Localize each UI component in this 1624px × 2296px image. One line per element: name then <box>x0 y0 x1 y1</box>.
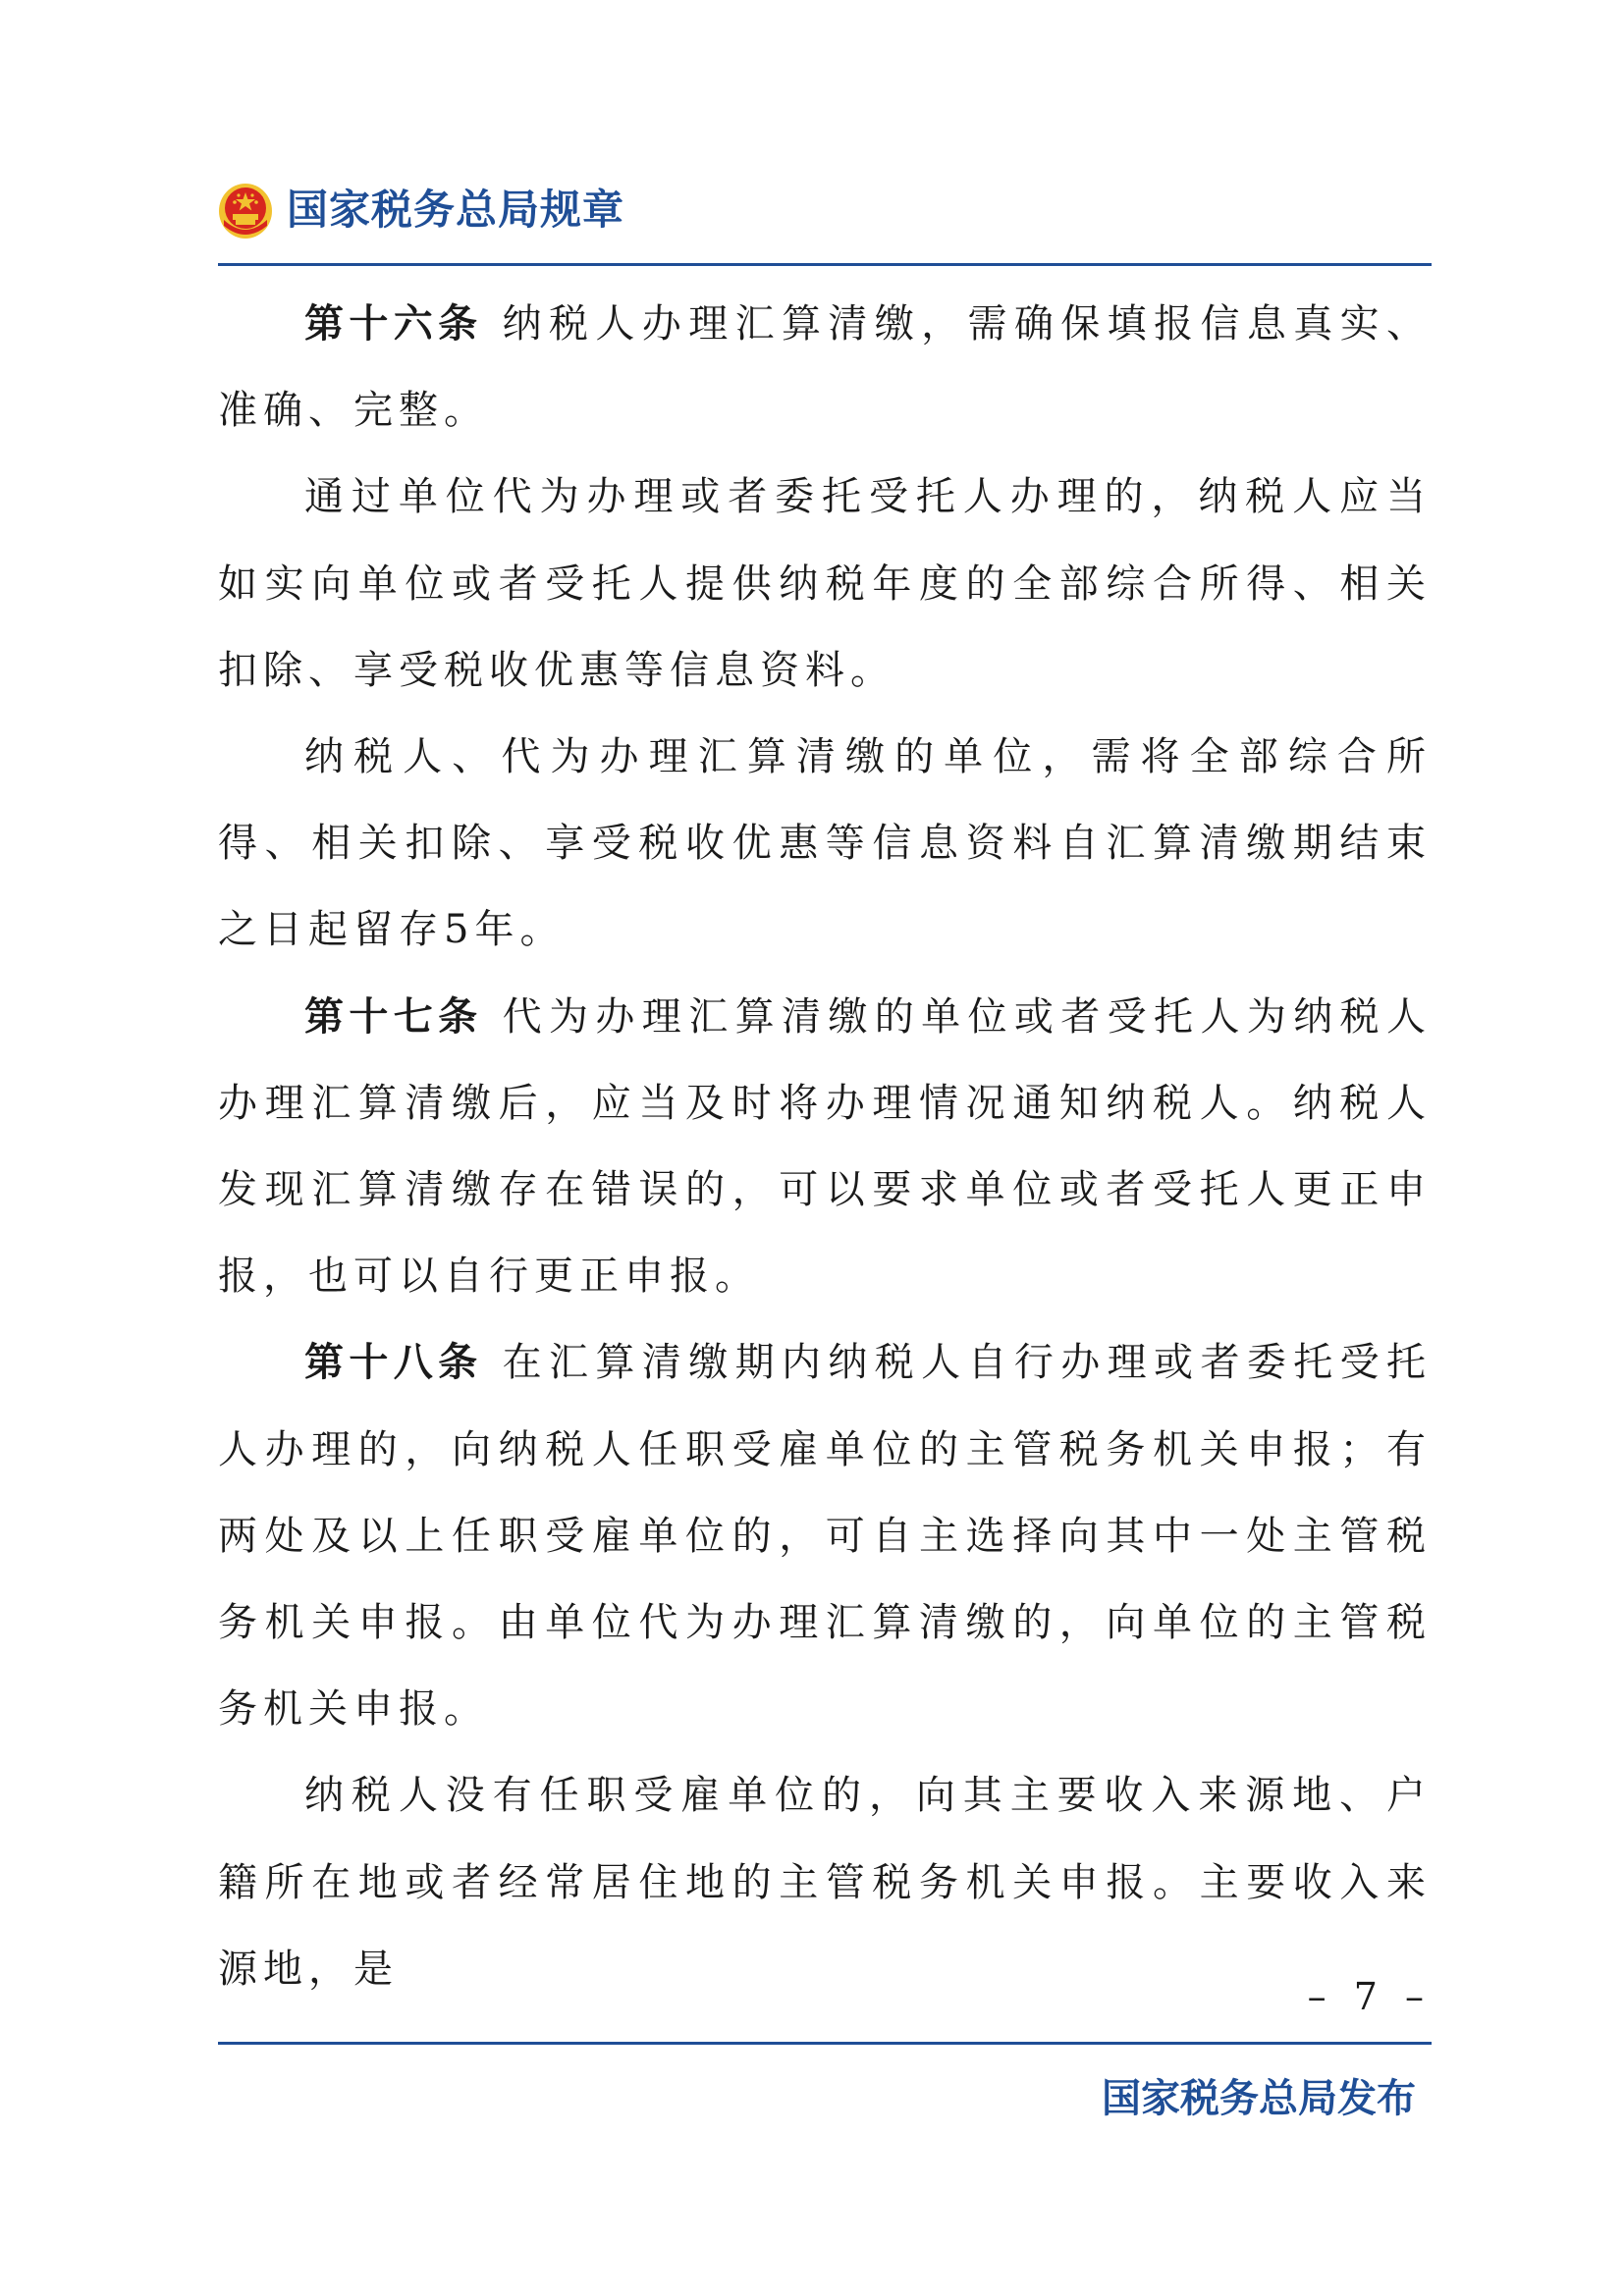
paragraph-text: 在汇算清缴期内纳税人自行办理或者委托受托人办理的，向纳税人任职受雇单位的主管税务机关申报；有两处及以上任职受雇单位的，可自主选择向其中一处主管税务机关申报。由单位代为办理汇算清缴的，向单位的主管税务机关申报。 <box>218 1340 1432 1733</box>
header-divider <box>218 263 1432 266</box>
paragraph-text: 纳税人没有任职受雇单位的，向其主要收入来源地、户籍所在地或者经常居住地的主管税务机关申报。主要收入来源地，是 <box>218 1773 1432 1992</box>
paragraph <box>218 454 1432 714</box>
page-number: – 7 – <box>1307 1975 1432 2018</box>
footer-publisher: 国家税务总局发布 <box>1102 2076 1416 2121</box>
paragraph <box>218 714 1432 974</box>
article-heading: 第十七条 <box>304 993 483 1040</box>
national-emblem-icon <box>218 181 273 240</box>
article-heading: 第十八条 <box>304 1340 483 1386</box>
paragraph-article-18 <box>218 1319 1432 1752</box>
article-heading: 第十六条 <box>304 301 483 347</box>
footer-divider <box>218 2042 1432 2045</box>
page-header <box>218 175 1432 263</box>
paragraph <box>218 1752 1432 2012</box>
paragraph-text: 通过单位代为办理或者委托受托人办理的，纳税人应当如实向单位或者受托人提供纳税年度的全部综合所得、相关扣除、享受税收优惠等信息资料。 <box>218 474 1432 693</box>
header-title: 国家税务总局规章 <box>287 186 625 234</box>
paragraph-text: 纳税人办理汇算清缴，需确保填报信息真实、准确、完整。 <box>218 301 1432 434</box>
document-body <box>218 281 1432 2012</box>
paragraph-article-16 <box>218 281 1432 454</box>
paragraph-text: 纳税人、代为办理汇算清缴的单位，需将全部综合所得、相关扣除、享受税收优惠等信息资料自汇算清缴期结束之日起留存5年。 <box>218 734 1432 953</box>
paragraph-article-17 <box>218 974 1432 1320</box>
paragraph-text: 代为办理汇算清缴的单位或者受托人为纳税人办理汇算清缴后，应当及时将办理情况通知纳税人。纳税人发现汇算清缴存在错误的，可以要求单位或者受托人更正申报，也可以自行更正申报。 <box>218 993 1432 1300</box>
